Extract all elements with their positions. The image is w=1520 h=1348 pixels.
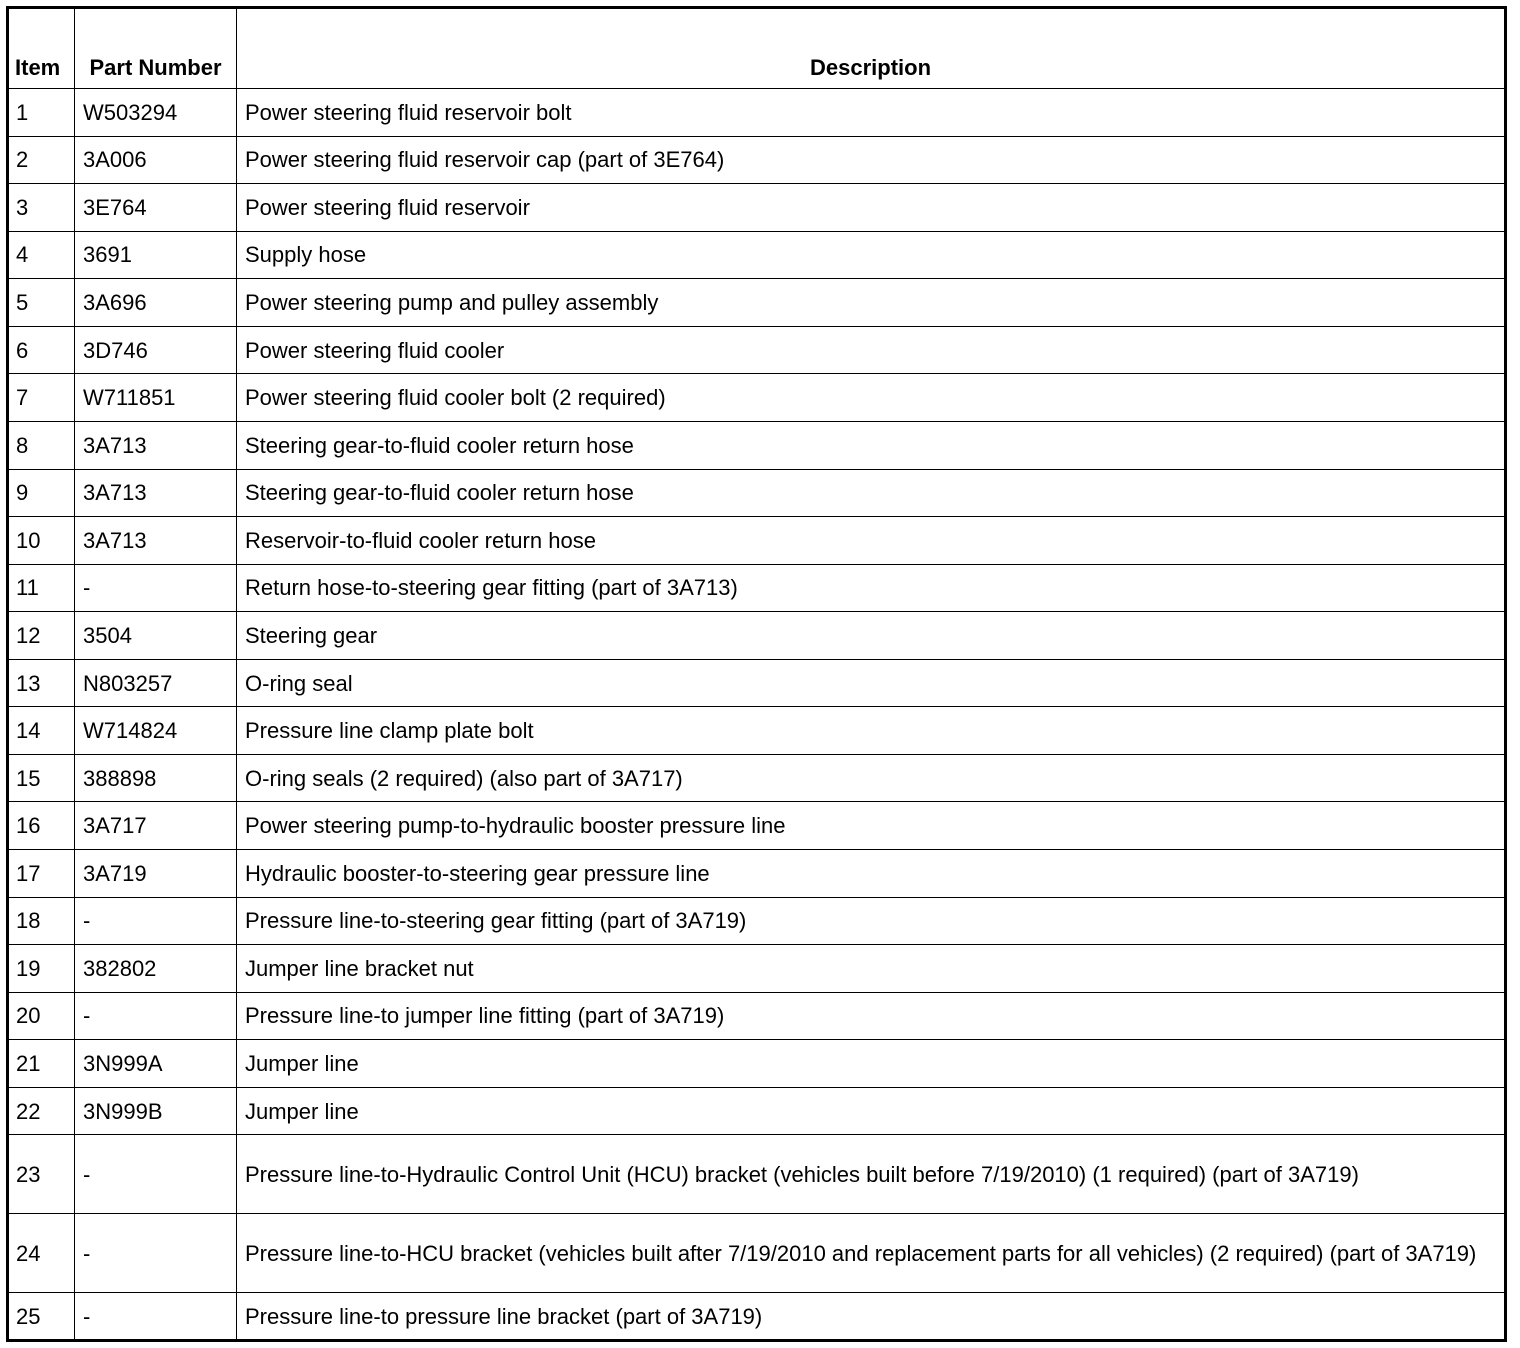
table-row	[8, 612, 1506, 660]
table-row	[8, 326, 1506, 374]
cell-part-number: 3A696	[75, 279, 237, 327]
cell-item: 8	[8, 421, 75, 469]
cell-part-number: -	[75, 1214, 237, 1293]
cell-part-number: 3A719	[75, 850, 237, 898]
parts-table	[6, 6, 1507, 1342]
cell-item: 10	[8, 517, 75, 565]
cell-item: 14	[8, 707, 75, 755]
table-row	[8, 469, 1506, 517]
cell-part-number: -	[75, 897, 237, 945]
cell-item: 22	[8, 1087, 75, 1135]
cell-description: Pressure line clamp plate bolt	[237, 707, 1506, 755]
cell-item: 19	[8, 945, 75, 993]
table-row	[8, 897, 1506, 945]
cell-description: O-ring seals (2 required) (also part of 3A717)	[237, 754, 1506, 802]
cell-description: Power steering fluid cooler	[237, 326, 1506, 374]
cell-description: Reservoir-to-fluid cooler return hose	[237, 517, 1506, 565]
cell-item: 20	[8, 992, 75, 1040]
cell-part-number: 3A713	[75, 421, 237, 469]
cell-description: Jumper line bracket nut	[237, 945, 1506, 993]
cell-part-number: W711851	[75, 374, 237, 422]
cell-part-number: 3N999B	[75, 1087, 237, 1135]
cell-description: Steering gear-to-fluid cooler return hose	[237, 469, 1506, 517]
cell-item: 5	[8, 279, 75, 327]
cell-description: Pressure line-to jumper line fitting (part of 3A719)	[237, 992, 1506, 1040]
cell-description: Power steering fluid reservoir	[237, 184, 1506, 232]
table-row	[8, 850, 1506, 898]
header-description: Description	[237, 8, 1506, 89]
cell-item: 23	[8, 1135, 75, 1214]
header-row	[8, 8, 1506, 89]
cell-item: 3	[8, 184, 75, 232]
cell-item: 13	[8, 659, 75, 707]
table-row	[8, 231, 1506, 279]
cell-description: Pressure line-to-Hydraulic Control Unit (HCU) bracket (vehicles built before 7/19/2010) (1 required) (part of 3A719)	[237, 1135, 1506, 1214]
table-row	[8, 945, 1506, 993]
table-row	[8, 1135, 1506, 1214]
cell-description: Power steering pump and pulley assembly	[237, 279, 1506, 327]
cell-part-number: W714824	[75, 707, 237, 755]
table-row	[8, 421, 1506, 469]
cell-part-number: 3691	[75, 231, 237, 279]
cell-description: Power steering fluid reservoir cap (part of 3E764)	[237, 136, 1506, 184]
cell-part-number: 3A006	[75, 136, 237, 184]
cell-part-number: 388898	[75, 754, 237, 802]
table-row	[8, 279, 1506, 327]
cell-description: Power steering fluid reservoir bolt	[237, 89, 1506, 137]
cell-item: 4	[8, 231, 75, 279]
cell-description: Steering gear-to-fluid cooler return hose	[237, 421, 1506, 469]
cell-part-number: W503294	[75, 89, 237, 137]
table-row	[8, 89, 1506, 137]
cell-description: Supply hose	[237, 231, 1506, 279]
cell-item: 7	[8, 374, 75, 422]
cell-part-number: -	[75, 1135, 237, 1214]
cell-item: 15	[8, 754, 75, 802]
cell-item: 18	[8, 897, 75, 945]
cell-item: 1	[8, 89, 75, 137]
cell-item: 11	[8, 564, 75, 612]
cell-description: O-ring seal	[237, 659, 1506, 707]
table-row	[8, 1293, 1506, 1341]
table-row	[8, 374, 1506, 422]
cell-part-number: 3A717	[75, 802, 237, 850]
table-row	[8, 564, 1506, 612]
cell-description: Pressure line-to-steering gear fitting (part of 3A719)	[237, 897, 1506, 945]
cell-item: 25	[8, 1293, 75, 1341]
cell-part-number: 3A713	[75, 517, 237, 565]
table-header	[8, 8, 1506, 89]
table-body	[8, 89, 1506, 1341]
cell-item: 9	[8, 469, 75, 517]
cell-part-number: 3D746	[75, 326, 237, 374]
header-part-number: Part Number	[75, 8, 237, 89]
table-row	[8, 707, 1506, 755]
cell-description: Pressure line-to pressure line bracket (part of 3A719)	[237, 1293, 1506, 1341]
table-row	[8, 1087, 1506, 1135]
cell-part-number: 3N999A	[75, 1040, 237, 1088]
cell-item: 21	[8, 1040, 75, 1088]
cell-part-number: 3E764	[75, 184, 237, 232]
cell-description: Jumper line	[237, 1040, 1506, 1088]
table-row	[8, 754, 1506, 802]
cell-description: Jumper line	[237, 1087, 1506, 1135]
cell-part-number: -	[75, 564, 237, 612]
table-row	[8, 992, 1506, 1040]
cell-description: Return hose-to-steering gear fitting (part of 3A713)	[237, 564, 1506, 612]
cell-description: Power steering fluid cooler bolt (2 required)	[237, 374, 1506, 422]
cell-part-number: 3A713	[75, 469, 237, 517]
cell-description: Hydraulic booster-to-steering gear pressure line	[237, 850, 1506, 898]
cell-part-number: 3504	[75, 612, 237, 660]
table-row	[8, 802, 1506, 850]
table-row	[8, 659, 1506, 707]
table-row	[8, 1214, 1506, 1293]
cell-part-number: N803257	[75, 659, 237, 707]
cell-item: 17	[8, 850, 75, 898]
cell-description: Pressure line-to-HCU bracket (vehicles built after 7/19/2010 and replacement parts for all vehicles) (2 required) (part of 3A719)	[237, 1214, 1506, 1293]
cell-item: 2	[8, 136, 75, 184]
cell-description: Steering gear	[237, 612, 1506, 660]
cell-item: 16	[8, 802, 75, 850]
cell-item: 12	[8, 612, 75, 660]
cell-part-number: -	[75, 992, 237, 1040]
header-item: Item	[8, 8, 75, 89]
table-row	[8, 184, 1506, 232]
table-row	[8, 136, 1506, 184]
cell-item: 24	[8, 1214, 75, 1293]
table-row	[8, 517, 1506, 565]
cell-item: 6	[8, 326, 75, 374]
table-row	[8, 1040, 1506, 1088]
cell-part-number: 382802	[75, 945, 237, 993]
cell-description: Power steering pump-to-hydraulic booster pressure line	[237, 802, 1506, 850]
cell-part-number: -	[75, 1293, 237, 1341]
